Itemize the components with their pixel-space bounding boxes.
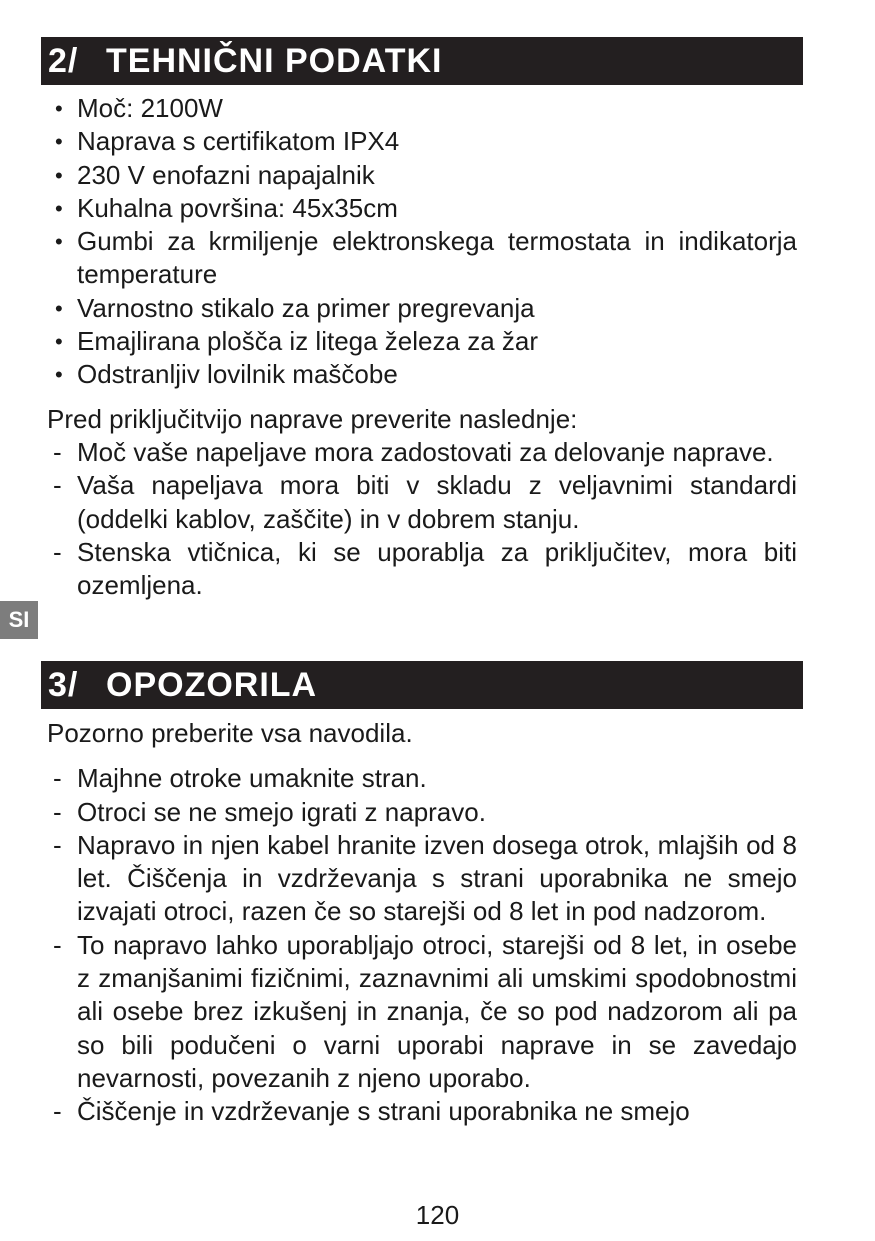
dash-icon: -: [53, 796, 62, 827]
checks-intro: Pred priključitvijo naprave preverite naslednje:: [47, 403, 578, 434]
bullet-icon: •: [55, 129, 63, 155]
dash-icon: -: [53, 470, 62, 501]
section-2-header: [41, 37, 803, 85]
list-item: • Emajlirana plošča iz litega železa za žar: [47, 325, 797, 358]
list-item: • 230 V enofazni napajalnik: [47, 159, 797, 192]
list-item: • Moč: 2100W: [47, 92, 797, 125]
list-item: • Odstranljiv lovilnik maščobe: [47, 358, 797, 391]
dash-icon: -: [53, 536, 62, 567]
bullet-icon: •: [55, 295, 63, 321]
section-2-number: 2/: [48, 42, 79, 80]
list-item: - Napravo in njen kabel hranite izven dosega otrok, mlajših od 8 let. Čiščenja in vzdrževanja s strani uporabnika ne smejo izvajati otroci, razen če so starejši od 8 let in pod nadzorom.: [53, 829, 797, 927]
section-3-header: [41, 661, 803, 709]
section-3-title: OPOZORILA: [106, 666, 318, 704]
section-3-number: 3/: [48, 666, 79, 704]
list-item: - Čiščenje in vzdrževanje s strani uporabnika ne smejo: [47, 1095, 797, 1128]
warnings-list: [47, 762, 797, 1128]
list-item: - To napravo lahko uporabljajo otroci, starejši od 8 let, in osebe z zmanjšanimi fizičnimi, zaznavnimi ali umskimi spodobnostmi ali osebe brez izkušenj in znanja, če so pod nadzorom ali pa so bili podučeni o varni uporabi naprave in se zavedajo nevarnosti, povezanih z njeno uporabo.: [53, 929, 797, 1093]
bullet-icon: •: [55, 162, 63, 188]
dash-icon: -: [53, 1096, 62, 1127]
list-item: - Moč vaše napeljave mora zadostovati za delovanje naprave.: [47, 436, 797, 469]
list-item: • Kuhalna površina: 45x35cm: [47, 192, 797, 225]
bullet-icon: •: [55, 229, 63, 255]
section-3-content: [47, 717, 797, 1129]
dash-icon: -: [53, 929, 62, 960]
dash-icon: -: [53, 436, 62, 467]
list-item: • Naprava s certifikatom IPX4: [47, 125, 797, 158]
section-2-title: TEHNIČNI PODATKI: [106, 42, 443, 80]
page-number: 120: [415, 1200, 460, 1230]
list-item: - Majhne otroke umaknite stran.: [47, 762, 797, 795]
list-item: • Varnostno stikalo za primer pregrevanja: [47, 292, 797, 325]
bullet-icon: •: [55, 195, 63, 221]
spec-list: [47, 92, 797, 392]
bullet-icon: •: [55, 362, 63, 388]
bullet-icon: •: [55, 329, 63, 355]
list-item: - Stenska vtičnica, ki se uporablja za priključitev, mora biti ozemljena.: [53, 536, 797, 601]
warnings-intro: Pozorno preberite vsa navodila.: [47, 718, 413, 748]
list-item: - Otroci se ne smejo igrati z napravo.: [47, 796, 797, 829]
section-2-content: [47, 92, 797, 602]
list-item: - Vaša napeljava mora biti v skladu z veljavnimi standardi (oddelki kablov, zaščite) in v dobrem stanju.: [53, 470, 797, 534]
checks-list: [47, 436, 797, 602]
dash-icon: -: [53, 829, 62, 860]
language-tab: SI: [0, 601, 38, 639]
list-item: • Gumbi za krmiljenje elektronskega termostata in indikatorja temperature: [55, 226, 797, 290]
dash-icon: -: [53, 763, 62, 794]
bullet-icon: •: [55, 96, 63, 121]
